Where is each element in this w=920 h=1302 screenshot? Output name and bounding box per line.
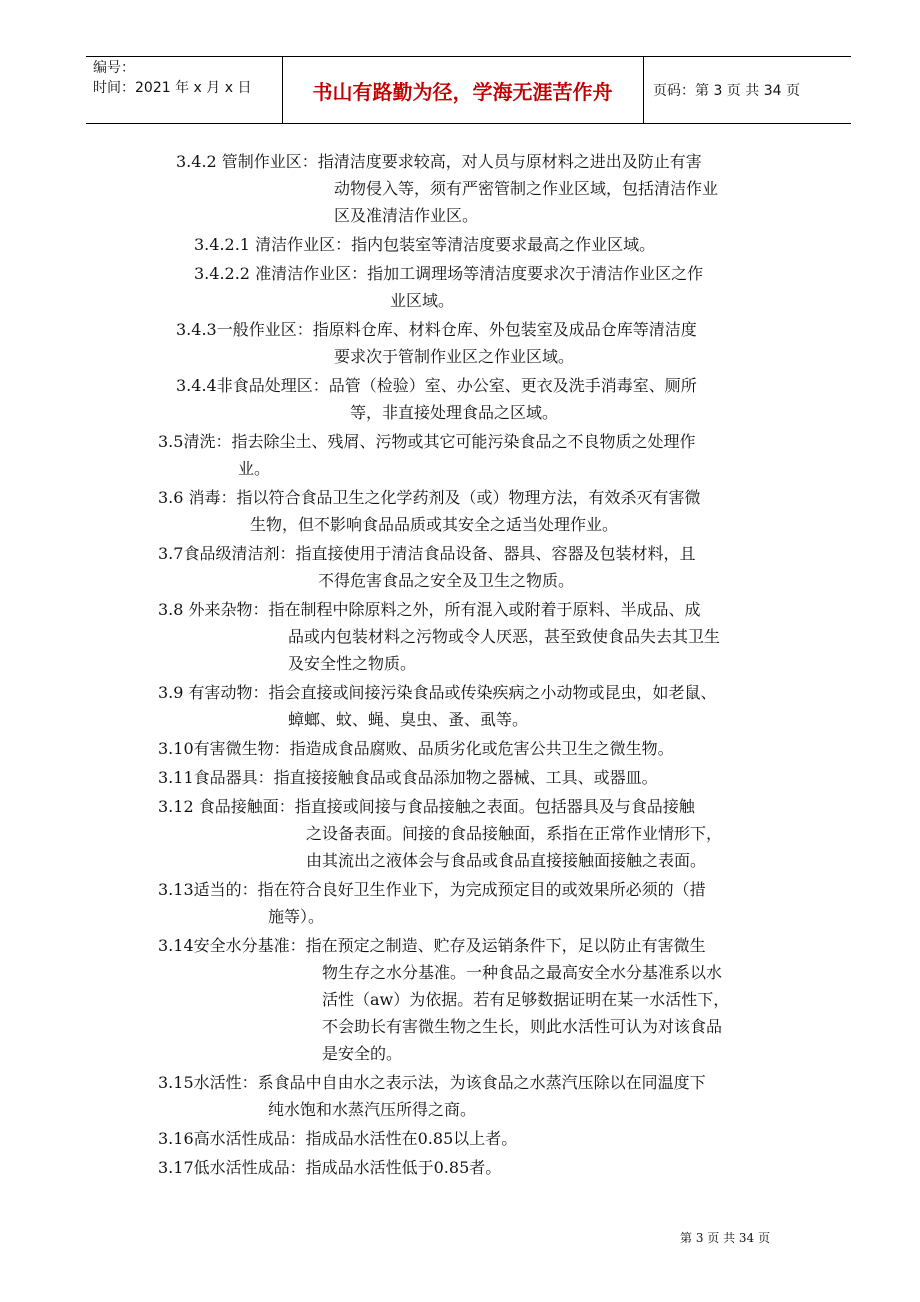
document-number-label: 编号： xyxy=(93,60,135,76)
text-line: 3.7食品级清洁剂：指直接使用于清洁食品设备、器具、容器及包装材料，且 xyxy=(158,544,696,563)
text-line: 要求次于管制作业区之作业区域。 xyxy=(334,347,575,366)
text-line: 3.17低水活性成品：指成品水活性低于0.85者。 xyxy=(158,1158,502,1177)
text-line: 3.15水活性：系食品中自由水之表示法，为该食品之水蒸汽压除以在同温度下 xyxy=(158,1073,706,1092)
text-line: 不会助长有害微生物之生长，则此水活性可认为对该食品 xyxy=(322,1017,723,1036)
text-line: 3.6 消毒：指以符合食品卫生之化学药剂及（或）物理方法，有效杀灭有害微 xyxy=(158,488,701,507)
text-line: 3.14安全水分基准：指在预定之制造、贮存及运销条件下，足以防止有害微生 xyxy=(158,936,706,955)
header-divider-left xyxy=(282,56,283,124)
text-line: 3.4.2.2 准清洁作业区：指加工调理场等清洁度要求次于清洁作业区之作 xyxy=(194,264,704,283)
text-line: 动物侵入等，须有严密管制之作业区域，包括清洁作业 xyxy=(334,179,719,198)
header-left xyxy=(93,58,251,98)
text-line: 3.12 食品接触面：指直接或间接与食品接触之表面。包括器具及与食品接触 xyxy=(158,797,695,816)
text-line: 3.8 外来杂物：指在制程中除原料之外，所有混入或附着于原料、半成品、成 xyxy=(158,600,701,619)
text-line: 3.5清洗：指去除尘土、残屑、污物或其它可能污染食品之不良物质之处理作 xyxy=(158,432,696,451)
text-line: 施等）。 xyxy=(268,907,325,926)
text-line: 生物，但不影响食品品质或其安全之适当处理作业。 xyxy=(250,515,619,534)
header-motto: 书山有路勤为径，学海无涯苦作舟 xyxy=(312,80,613,104)
text-line: 之设备表面。间接的食品接触面，系指在正常作业情形下， xyxy=(306,824,723,843)
text-line: 纯水饱和水蒸汽压所得之商。 xyxy=(268,1100,477,1119)
text-line: 3.4.2 管制作业区：指清洁度要求较高，对人员与原材料之进出及防止有害 xyxy=(176,152,702,171)
text-line: 3.13适当的：指在符合良好卫生作业下，为完成预定目的或效果所必须的（措 xyxy=(158,880,706,899)
text-line: 3.16高水活性成品：指成品水活性在0.85以上者。 xyxy=(158,1129,518,1148)
header-top-rule xyxy=(86,56,851,57)
text-line: 3.4.3一般作业区：指原料仓库、材料仓库、外包装室及成品仓库等清洁度 xyxy=(176,320,697,339)
header-divider-right xyxy=(643,56,644,124)
document-date: 时间：2021 年 x 月 x 日 xyxy=(93,80,252,96)
text-line: 是安全的。 xyxy=(322,1044,403,1063)
text-line: 活性（aw）为依据。若有足够数据证明在某一水活性下， xyxy=(322,990,730,1009)
text-line: 3.11食品器具：指直接接触食品或食品添加物之器械、工具、或器皿。 xyxy=(158,768,658,787)
text-line: 不得危害食品之安全及卫生之物质。 xyxy=(318,571,575,590)
text-line: 3.4.2.1 清洁作业区：指内包装室等清洁度要求最高之作业区域。 xyxy=(194,235,656,254)
text-line: 区及准清洁作业区。 xyxy=(334,206,479,225)
text-line: 等，非直接处理食品之区域。 xyxy=(350,403,559,422)
header-page-info: 页码：第 3 页 共 34 页 xyxy=(653,83,800,99)
header-bottom-rule xyxy=(86,123,851,124)
text-line: 3.9 有害动物：指会直接或间接污染食品或传染疾病之小动物或昆虫，如老鼠、 xyxy=(158,683,717,702)
text-line: 业。 xyxy=(238,459,271,478)
text-line: 由其流出之液体会与食品或食品直接接触面接触之表面。 xyxy=(306,851,707,870)
text-line: 业区域。 xyxy=(390,291,455,310)
text-line: 3.4.4非食品处理区：品管（检验）室、办公室、更衣及洗手消毒室、厕所 xyxy=(176,376,697,395)
text-line: 3.10有害微生物：指造成食品腐败、品质劣化或危害公共卫生之微生物。 xyxy=(158,739,674,758)
text-line: 蟑螂、蚊、蝇、臭虫、蚤、虱等。 xyxy=(288,710,529,729)
text-line: 及安全性之物质。 xyxy=(288,654,417,673)
text-line: 物生存之水分基准。一种食品之最高安全水分基准系以水 xyxy=(322,963,723,982)
text-line: 品或内包装材料之污物或令人厌恶，甚至致使食品失去其卫生 xyxy=(288,627,721,646)
page-footer: 第 3 页 共 34 页 xyxy=(680,1231,770,1245)
